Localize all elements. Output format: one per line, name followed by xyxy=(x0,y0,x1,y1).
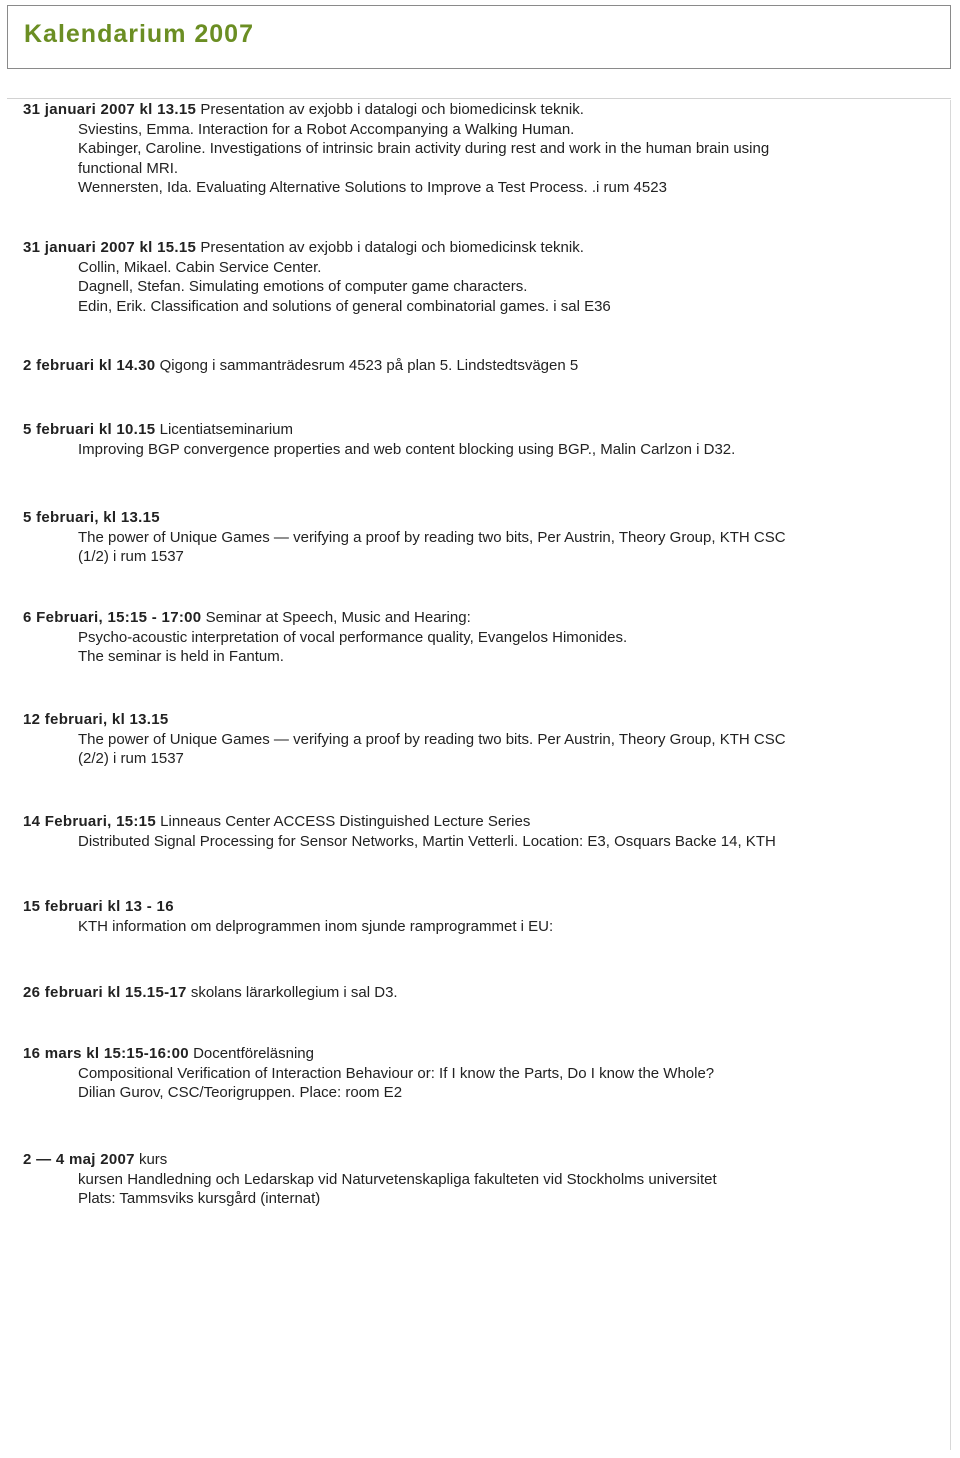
calendar-entry xyxy=(23,1150,717,1209)
entry-date-time: 31 januari 2007 kl 13.15 xyxy=(23,101,197,118)
entry-title: Presentation av exjobb i datalogi och biomedicinsk teknik. xyxy=(200,239,584,256)
entry-date-time: 5 februari, kl 13.15 xyxy=(23,509,160,526)
entry-date-time: 2 — 4 maj 2007 xyxy=(23,1151,135,1168)
entry-heading xyxy=(23,897,553,917)
calendar-entry xyxy=(23,238,611,316)
entry-date-time: 5 februari kl 10.15 xyxy=(23,421,156,438)
entry-detail-line: The power of Unique Games — verifying a proof by reading two bits, Per Austrin, Theory Group, KTH CSC xyxy=(78,528,786,546)
entry-title: Seminar at Speech, Music and Hearing: xyxy=(205,609,471,626)
entry-detail-line: Distributed Signal Processing for Sensor Networks, Martin Vetterli. Location: E3, Osquars Backe 14, KTH xyxy=(78,832,776,850)
calendar-entry xyxy=(23,608,627,667)
calendar-entry xyxy=(23,100,769,198)
calendar-entry xyxy=(23,420,735,459)
entry-title: kurs xyxy=(138,1151,168,1168)
entry-date-time: 26 februari kl 15.15-17 xyxy=(23,984,187,1001)
entry-heading xyxy=(23,238,611,258)
calendar-entry xyxy=(23,508,786,567)
entry-title: skolans lärarkollegium i sal D3. xyxy=(190,984,398,1001)
header-divider xyxy=(7,98,951,99)
entry-detail-line: Sviestins, Emma. Interaction for a Robot Accompanying a Walking Human. xyxy=(78,120,575,138)
entry-detail-line: Edin, Erik. Classification and solutions of general combinatorial games. i sal E36 xyxy=(78,297,611,315)
entry-heading xyxy=(23,100,769,120)
page-header xyxy=(7,5,951,69)
entry-detail-line: Collin, Mikael. Cabin Service Center. xyxy=(78,258,322,276)
calendar-entry xyxy=(23,812,776,851)
calendar-entry xyxy=(23,897,553,936)
entry-detail-line: KTH information om delprogrammen inom sjunde ramprogrammet i EU: xyxy=(78,917,554,935)
entry-detail-line: functional MRI. xyxy=(78,159,179,177)
entry-detail-line: The seminar is held in Fantum. xyxy=(78,648,284,665)
entry-date-time: 31 januari 2007 kl 15.15 xyxy=(23,239,197,256)
entry-detail-line: Plats: Tammsviks kursgård (internat) xyxy=(78,1190,321,1207)
entry-title: Docentföreläsning xyxy=(193,1045,314,1062)
entry-date-time: 2 februari kl 14.30 xyxy=(23,357,156,374)
entry-detail-line: The power of Unique Games — verifying a proof by reading two bits. Per Austrin, Theory Group, KTH CSC xyxy=(78,730,786,748)
calendar-entry xyxy=(23,356,578,376)
entry-date-time: 15 februari kl 13 - 16 xyxy=(23,898,174,915)
entry-date-time: 16 mars kl 15:15-16:00 xyxy=(23,1045,189,1062)
entry-heading xyxy=(23,983,398,1003)
entry-title: Licentiatseminarium xyxy=(159,421,294,438)
calendar-entry xyxy=(23,1044,714,1103)
entry-detail-line: Dagnell, Stefan. Simulating emotions of computer game characters. xyxy=(78,278,528,295)
entry-date-time: 14 Februari, 15:15 xyxy=(23,813,156,830)
calendar-entry xyxy=(23,710,786,769)
entry-heading xyxy=(23,420,735,440)
entry-date-time: 6 Februari, 15:15 - 17:00 xyxy=(23,609,202,626)
entry-detail-line: kursen Handledning och Ledarskap vid Naturvetenskapliga fakulteten vid Stockholms universitet xyxy=(78,1170,717,1188)
entry-heading xyxy=(23,508,786,528)
entry-title: Linneaus Center ACCESS Distinguished Lecture Series xyxy=(160,813,531,830)
entry-detail-line: Compositional Verification of Interaction Behaviour or: If I know the Parts, Do I know the Whole? xyxy=(78,1064,715,1082)
calendar-entry xyxy=(23,983,398,1003)
entry-detail-line: Wennersten, Ida. Evaluating Alternative Solutions to Improve a Test Process. .i rum 4523 xyxy=(78,179,667,196)
entry-heading xyxy=(23,1044,714,1064)
entry-title: Presentation av exjobb i datalogi och biomedicinsk teknik. xyxy=(200,101,584,118)
entry-detail-line: Dilian Gurov, CSC/Teorigruppen. Place: room E2 xyxy=(78,1084,403,1101)
entry-heading xyxy=(23,812,776,832)
right-border-line xyxy=(950,100,951,1450)
entry-detail-line: Psycho-acoustic interpretation of vocal performance quality, Evangelos Himonides. xyxy=(78,628,628,646)
entry-heading xyxy=(23,1150,717,1170)
page-title: Kalendarium 2007 xyxy=(24,20,254,48)
entry-heading xyxy=(23,356,578,376)
entry-heading xyxy=(23,608,627,628)
entry-detail-line: (1/2) i rum 1537 xyxy=(78,548,184,565)
entry-detail-line: Kabinger, Caroline. Investigations of intrinsic brain activity during rest and work in the human brain using xyxy=(78,140,770,157)
entry-detail-line: (2/2) i rum 1537 xyxy=(78,750,184,767)
entry-heading xyxy=(23,710,786,730)
entry-title: Qigong i sammanträdesrum 4523 på plan 5. Lindstedtsvägen 5 xyxy=(159,357,579,374)
entry-date-time: 12 februari, kl 13.15 xyxy=(23,711,169,728)
entry-detail-line: Improving BGP convergence properties and web content blocking using BGP., Malin Carlzon i D32. xyxy=(78,440,736,458)
